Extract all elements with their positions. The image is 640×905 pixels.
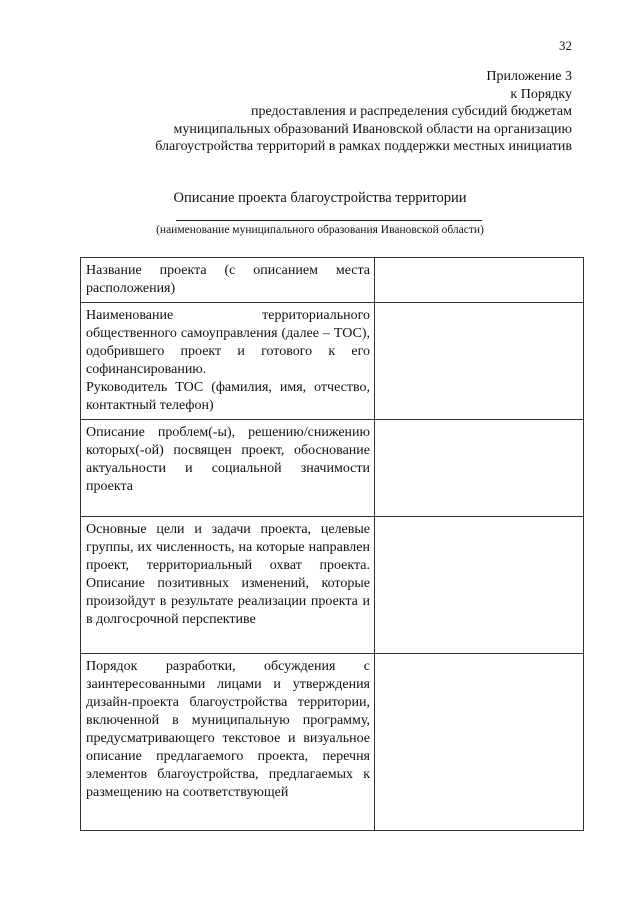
row-value [375,258,584,303]
appendix-line: Приложение 3 [486,69,572,84]
row-label: Название проекта (с описанием места расположения) [81,258,375,303]
row-value [375,517,584,654]
table-row [81,517,584,654]
row-label [81,303,375,420]
row-label: Описание проблем(-ы), решению/снижению которых(-ой) посвящен проект, обоснование актуальности и социальной значимости проекта [81,420,375,517]
title-caption: (наименование муниципального образования Ивановской области) [156,224,484,236]
table-row [81,258,584,303]
row-value [375,420,584,517]
row-value [375,303,584,420]
table-row [81,420,584,517]
row-label-part: Руководитель ТОС (фамилия, имя, отчество, контактный телефон) [86,380,370,413]
appendix-line: благоустройства территорий в рамках поддержки местных инициатив [155,139,572,154]
appendix-line: муниципальных образований Ивановской области на организацию [173,121,572,137]
table-row [81,303,584,420]
title-underline [176,220,482,221]
appendix-header [92,68,572,156]
appendix-line: к Порядку [510,86,572,102]
page-number: 32 [559,38,572,53]
row-value [375,654,584,831]
appendix-line: предоставления и распределения субсидий бюджетам [250,104,572,119]
row-label-part: Наименование территориального общественного самоуправления (далее – ТОС), одобрившего проект и готового к его софинансированию. [86,308,370,377]
document-title: Описание проекта благоустройства территории [173,190,467,206]
row-label: Порядок разработки, обсуждения с заинтересованными лицами и утверждения дизайн-проекта благоустройства территории, включенной в муниципальную программу, предусматривающего текстовое и визуальное описание предлагаемого проекта, перечня элементов благоустройства, предлагаемых к размещению на соответствующей [81,654,375,831]
project-description-table [80,257,584,831]
table-row [81,654,584,831]
row-label: Основные цели и задачи проекта, целевые группы, их численность, на которые направлен проект, территориальный охват проекта. Описание позитивных изменений, которые произойдут в результате реализации проекта и в долгосрочной перспективе [81,517,375,654]
